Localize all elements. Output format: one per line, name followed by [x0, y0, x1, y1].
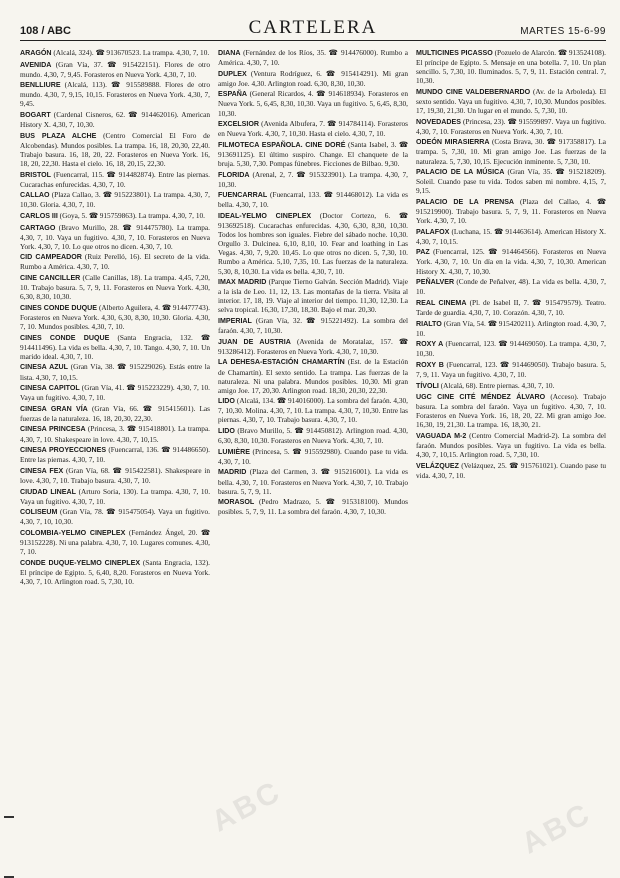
cinema-name: CARTAGO — [20, 223, 56, 232]
cinema-entry — [416, 117, 606, 136]
cinema-entry — [416, 247, 606, 275]
cinema-entry — [20, 273, 210, 301]
cinema-name: CINESA AZUL — [20, 363, 69, 372]
cinema-name: CID CAMPEADOR — [20, 253, 82, 262]
cinema-entry — [20, 558, 210, 586]
cinema-name: JUAN DE AUSTRIA — [218, 337, 291, 346]
cinema-name: CINES CONDE DUQUE — [20, 333, 110, 342]
cinema-details: (Costa Brava, 30. ☎ 917358817). La trampa. 5, 7,30, 10. Mi gran amigo Joe. Las fuerzas de la naturaleza. 5, 7,30, 10,15. Ejecución inminente. 5, 7,30, 10. — [416, 137, 606, 166]
cinema-name: IMPERIAL — [218, 317, 252, 326]
cinema-name: LUMIÈRE — [218, 447, 250, 456]
cinema-details: (Santa Engracia, 132). El príncipe de Egipto. 5, 6,40, 8,20. Forasteros en Nueva York. 4,30, 7, 10. Arlington road. 5, 7,30, 10. — [20, 557, 210, 586]
cinema-details: (Alcalá, 68). Entre piernas. 4,30, 7, 10. — [440, 380, 555, 390]
cinema-details: (Gran Vía, 78. ☎ 915475054). Vaya un fugitivo. 4,30, 7, 10, 10,30. — [20, 507, 210, 527]
cinema-name: DIANA — [218, 49, 241, 57]
cinema-name: COLISEUM — [20, 508, 58, 517]
cinema-entry — [416, 167, 606, 195]
cinema-details: (Conde de Peñalver, 48). La vida es bella. 4,30, 7, 10. — [416, 277, 606, 297]
cinema-details: (Goya, 5. ☎ 915759863). La trampa. 4,30, 7, 10. — [59, 211, 205, 220]
cinema-name: VAGUADA M-2 — [416, 432, 467, 441]
cinema-entry — [416, 197, 606, 225]
cinema-details: (Pozuelo de Alarcón. ☎ 913524108). El príncipe de Egipto. 5. Mensaje en una botella. 7, 10. Un plan sencillo. 5, 7,30, 10. Iluminados. 5, 7, 9, 11. Estación central. 7, 10,30. — [416, 48, 606, 86]
cinema-entry — [416, 381, 606, 391]
cinema-name: FILMOTECA ESPAÑOLA. CINE DORÉ — [218, 140, 346, 149]
cinema-entry — [218, 69, 408, 88]
cinema-entry — [218, 447, 408, 466]
cinema-name: NOVEDADES — [416, 117, 461, 126]
cinema-name: CINESA GRAN VÍA — [20, 404, 88, 413]
cinema-details: (Gran Vía, 66. ☎ 915415601). Las fuerzas de la naturaleza. 16, 18, 20,30, 22,30. — [20, 403, 210, 423]
cinema-name: UGC CINE CITÉ MÉNDEZ ÁLVARO — [416, 393, 546, 402]
cinema-details: (Ventura Rodríguez, 6. ☎ 915414291). Mi gran amigo Joe. 4,30. Arlington road. 6,30, 8,30, 10,30. — [218, 68, 408, 88]
cinema-details: (Pl. de Isabel II, 7. ☎ 915479579). Teatro. Tarde de guardia. 4,30, 7, 10. Corazón. 4,30, 7, 10. — [416, 297, 606, 317]
cinema-entry — [218, 140, 408, 168]
cinema-details: (Parque Tierno Galván. Sección Madrid). Viaje a la isla de Leo. 11, 12, 13. Las montañas de la tierra. Visita al interior. 17, 18, 19. Viaje al interior del tiempo. 11,30, 12,30. La selva tropical. 16,30, 17,30, 18,30. Bajo el mar. 20,30. — [218, 277, 408, 315]
cinema-entry — [20, 131, 210, 168]
cinema-name: LIDO — [218, 427, 235, 436]
cinema-entry — [416, 392, 606, 429]
cinema-name: COLOMBIA-YELMO CINEPLEX — [20, 528, 126, 537]
cinema-details: (Acceso). Trabajo basura. La sombra del faraón. Vaya un fugitivo. 4,30, 7, 10. Forasteros en Nueva York. 16, 18, 20, 22. Mi gran amigo Joe. 16,30, 19, 21,30. La trampa. 16, 18,30, 21. — [416, 392, 606, 430]
cinema-name: ESPAÑA — [218, 90, 248, 99]
cinema-entry — [20, 528, 210, 556]
cinema-entry — [218, 316, 408, 335]
cinema-details: (Arturo Soria, 130). La trampa. 4,30, 7, 10. Vaya un fugitivo. 4,30, 7, 10. — [20, 486, 210, 506]
cinema-entry — [20, 211, 210, 221]
cinema-name: BENLLIURE — [20, 81, 61, 90]
cinema-name: PALACIO DE LA MÚSICA — [416, 168, 505, 177]
cinema-entry — [218, 190, 408, 209]
cinema-details: (General Ricardos, 4. ☎ 914618934). Forasteros en Nueva York. 5, 6,45, 8,30, 10,30. Vaya un fugitivo. 5, 6,45, 8,30, 10,30. — [218, 89, 408, 118]
cinema-details: (Calle Canillas, 18). La trampa. 4,45, 7,20, 10. Trabajo basura. 5, 7, 9, 11. Forasteros en Nueva York. 4,30, 6,30, 8,30, 10,30. — [20, 273, 210, 302]
cinema-name: PAZ — [416, 248, 430, 257]
cinema-entry — [416, 339, 606, 358]
cinema-entry — [218, 48, 408, 67]
cinema-details: (Plaza del Callao, 4. ☎ 915219900). Trabajo basura. 5, 7, 9, 11. Forasteros en Nueva York. 4,30, 7, 10. — [416, 196, 606, 226]
cinema-details: (Centro Comercial El Foro de Alcobendas). Mundos posibles. La trampa. 16, 18, 20,30, 22,40. Trabajo basura. 16, 18, 20, 22. Forasteros en Nueva York. 16, 18, 20, 22,30. Hasta el cielo. 16, 18, 20,15, 22,30. — [20, 130, 210, 169]
cinema-name: CONDE DUQUE-YELMO CINEPLEX — [20, 558, 141, 567]
cinema-details: (Fuencarral, 115. ☎ 914482874). Entre las piernas. Cucarachas enfurecidas. 4,30, 7, 10. — [20, 169, 210, 189]
cinema-name: CARLOS III — [20, 212, 58, 220]
cinema-details: (Alberto Aguilera, 4. ☎ 914477743). Forasteros en Nueva York. 4,30, 6,30, 8,30, 10,30. Gloria. 4,30, 7, 10. Mundos posibles. 4,30, 7, 10. — [20, 302, 210, 332]
cinema-entry — [416, 48, 606, 85]
cinema-entry — [218, 277, 408, 314]
listing-column-2 — [218, 48, 408, 870]
cinema-name: MORASOL — [218, 498, 255, 507]
cinema-entry — [218, 170, 408, 189]
cinema-entry — [20, 303, 210, 331]
cinema-name: LIDO — [218, 397, 235, 406]
cinema-entry — [416, 431, 606, 459]
cinema-name: VELÁZQUEZ — [416, 461, 459, 470]
cinema-details: (Gran Vía, 54. ☎ 915420211). Arlington road. 4,30, 7, 10. — [416, 318, 606, 338]
cinema-entry — [218, 89, 408, 117]
cinema-details: (Plaza Callao, 3. ☎ 915223801). La trampa. 4,30, 7, 10,30. Gloria. 4,30, 7, 10. — [20, 190, 210, 210]
cinema-details: (Plaza del Carmen, 3. ☎ 915216001). La vida es bella. 4,30, 7, 10. Forasteros en Nueva York. 4,30, 7, 10. Trabajo basura. 5, 7, 9, 11. — [218, 467, 408, 496]
cinema-entry — [218, 396, 408, 424]
cinema-entry — [416, 319, 606, 338]
listings-columns — [20, 48, 606, 870]
cinema-details: (Fuencarral, 136. ☎ 914486650). Entre las piernas. 4,30, 7, 10. — [20, 445, 210, 465]
cinema-details: (Fernández de los Ríos, 35. ☎ 914476000). Rumbo a América. 4,30, 7, 10. — [218, 48, 408, 68]
cinema-details: (Bravo Murillo, 28. ☎ 914475780). La trampa. 4,30, 7, 10. Vaya un fugitivo. 4,30, 7, 10. Forasteros en Nueva York. 4,30, 7, 10. Lo que otros no dicen. 4,30, 7, 10. — [20, 222, 210, 251]
cinema-name: LA DEHESA-ESTACIÓN CHAMARTÍN — [218, 358, 345, 367]
cinema-details: (Gran Vía, 68. ☎ 915422581). Shakespeare in love. 4,30, 7, 10. Trabajo basura. 4,30, 7, 10. — [20, 465, 210, 485]
cinema-entry — [20, 190, 210, 209]
cinema-name: CINE CANCILLER — [20, 274, 81, 283]
cinema-name: REAL CINEMA — [416, 298, 467, 307]
cinema-entry — [20, 60, 210, 79]
watermark-logo: ABC — [516, 796, 598, 861]
cinema-name: CINESA PRINCESA — [20, 425, 86, 434]
cinema-entry — [416, 298, 606, 317]
cinema-entry — [20, 333, 210, 361]
cinema-name: CINES CONDE DUQUE — [20, 303, 98, 312]
section-title: CARTELERA — [248, 17, 378, 38]
cinema-details: (Alcalá, 134. ☎ 914016000). La sombra del faraón. 4,30, 7, 10,30. Molina. 4,30, 7, 10. La trampa. 4,30, 7, 10,30. Entre las piernas. 4,30, 7, 10. Trabajo basura. 4,30, 7, 10. — [218, 396, 408, 425]
cinema-name: EXCELSIOR — [218, 120, 259, 129]
cinema-details: (Pedro Madrazo, 5. ☎ 915318100). Mundos posibles. 5, 7, 9, 11. La sombra del faraón. 4,30, 7, 10,30. — [218, 497, 408, 517]
cinema-name: MADRID — [218, 468, 247, 477]
cinema-details: (Fuencarral, 123. ☎ 914469050). Trabajo basura. 5, 7, 9, 11. Vaya un fugitivo. 4,30, 7, 10. — [416, 359, 606, 379]
cinema-entry — [20, 383, 210, 402]
cinema-details: (Centro Comercial Madrid-2). La sombra del faraón. Mundos posibles. Vaya un fugitivo. La vida es bella. 4,30, 7, 10,15. Arlington road. 5, 7,30, 10. — [416, 431, 606, 460]
cinema-name: CALLAO — [20, 191, 50, 200]
cinema-name: ODEÓN MIRASIERRA — [416, 138, 490, 147]
cinema-entry — [218, 211, 408, 276]
cinema-name: FUENCARRAL — [218, 191, 268, 200]
cinema-details: (Alcalá, 324). ☎ 913670523. La trampa. 4,30, 7, 10. — [53, 48, 210, 57]
cinema-entry — [218, 497, 408, 516]
cinema-name: PALAFOX — [416, 227, 450, 236]
cinema-entry — [416, 227, 606, 246]
issue-date: MARTES 15-6-99 — [520, 26, 606, 37]
cinema-details: (Fuencarral, 125. ☎ 914464566). Forasteros en Nueva York. 4,30, 7, 10. Un día en la vida. 4,30, 7, 10,30. American History X. 4,30, 7, 10,30. — [416, 247, 606, 276]
cinema-entry — [20, 466, 210, 485]
cinema-details: (Princesa, 3. ☎ 915418801). La trampa. 4,30, 7, 10. Shakespeare in love. 4,30, 7, 10,15. — [20, 424, 210, 444]
cinema-entry — [20, 80, 210, 108]
cinema-name: BRISTOL — [20, 170, 52, 179]
watermark-logo: ABC — [206, 774, 288, 839]
cinema-entry — [218, 467, 408, 495]
cinema-details: (Avenida de Moratalaz, 157. ☎ 913286412). Forasteros en Nueva York. 4,30, 7, 10,30. — [218, 336, 408, 356]
cinema-details: (Velázquez, 25. ☎ 915761021). Cuando pase tu vida. 4,30, 7, 10. — [416, 460, 606, 480]
cinema-name: IDEAL-YELMO CINEPLEX — [218, 212, 312, 220]
cinema-name: MUNDO CINE VALDEBERNARDO — [416, 87, 531, 96]
cinema-entry — [20, 404, 210, 423]
cinema-entry — [416, 461, 606, 480]
cinema-entry — [20, 223, 210, 251]
listing-column-3 — [416, 48, 606, 870]
listing-column-1 — [20, 48, 210, 870]
cinema-details: (Gran Vía, 37. ☎ 915422151). Flores de otro mundo. 4,30, 7, 9,45. Forasteros en Nueva York. 4,30, 7, 10. — [20, 59, 210, 79]
cinema-name: BUS PLAZA ALCHE — [20, 131, 97, 140]
cinema-entry — [218, 426, 408, 445]
cinema-details: (Fernández Ángel, 20. ☎ 913152228). Ni una palabra. 4,30, 7, 10. Lugares comunes. 4,30, 7, 10. — [20, 527, 210, 557]
cinema-entry — [416, 360, 606, 379]
cinema-name: TÍVOLI — [416, 381, 439, 390]
cinema-entry — [20, 110, 210, 129]
cinema-entry — [20, 445, 210, 464]
cinema-details: (Santa Engracia, 132. ☎ 914411496). La vida es bella. 4,30, 7, 10. Tango. 4,30, 7, 10. Un marido ideal. 4,30, 7, 10. — [20, 332, 210, 361]
cinema-name: RIALTO — [416, 319, 442, 328]
cinema-details: (Fuencarral, 123. ☎ 914469050). La trampa. 4,30, 7, 10,30. — [416, 339, 606, 359]
cinema-details: (Alcalá, 113). ☎ 915589888. Flores de otro mundo. 4,30, 7, 9,15, 10,15. Forasteros en Nueva York. 4,30, 7, 9,45. — [20, 80, 210, 109]
cinema-entry — [416, 277, 606, 296]
cinema-entry — [218, 337, 408, 356]
cinema-details: (Bravo Murillo, 5. ☎ 914450812). Arlington road. 4,30, 6,30, 8,30, 10,30. Forasteros en Nueva York. 4,30, 7, 10. — [218, 426, 408, 446]
cinema-name: ROXY A — [416, 340, 444, 349]
cinema-details: (Fuencarral, 133. ☎ 914468012). La vida es bella. 4,30, 7, 10. — [218, 190, 408, 210]
cinema-entry — [20, 170, 210, 189]
cinema-name: CINESA PROYECCIONES — [20, 446, 107, 455]
cinema-entry — [20, 487, 210, 506]
cinema-details: (Gran Vía, 32. ☎ 915221492). La sombra del faraón. 4,30, 7, 10,30. — [218, 316, 408, 336]
cinema-entry — [20, 48, 210, 58]
cinema-name: PALACIO DE LA PRENSA — [416, 197, 515, 206]
cinema-details: (Avenida Albufera, 7. ☎ 914784114). Forasteros en Nueva York. 4,30, 7, 10,30. Hasta el cielo. 4,30, 7, 10. — [218, 119, 408, 139]
cinema-details: (Santa Isabel, 3. ☎ 913691125). El último suspiro. Change. El chanquete de la bruja. 5,30, 7,30. Pompas fúnebres. Ficciones de Bilbao. 9,30. — [218, 139, 408, 169]
cinema-details: (Arenal, 2, 7. ☎ 915323901). La trampa. 4,30, 7, 10,30. — [218, 169, 408, 189]
cinema-entry — [20, 252, 210, 271]
cinema-details: (Gran Vía, 35. ☎ 915218209). Soleil. Cuando pase tu vida. Todos saben mi nombre. 4,15, 7, 9,15. — [416, 167, 606, 196]
cinema-details: (Est. de la Estación de Chamartín). El sexto sentido. La trampa. Las fuerzas de la naturaleza. Ni una palabra. Mundos posibles. 10,30. Mi gran amigo Joe. 17, 20,30. Arlington road. 18,30, 20,30, 22,30. — [218, 357, 408, 395]
cinema-name: CIUDAD LINEAL — [20, 487, 76, 496]
cinema-details: (Doctor Cortezo, 6. ☎ 913692518). Cucarachas enfurecidas. 4,30, 6,30, 8,30, 10,30. Todos los hombres son iguales. Fiebre del sábado noche. 10,30. Orgullo 3. Dulcinea. 6,10, 8,10, 10. Fear and loathing in Las Vegas. 4,30, 7, 9,20. 10,45. Lo que otros no dicen. 5, 7,30, 10. Rumbo a América. 5,10, 7,35, 10. Las fuerzas de la naturaleza. 5,30, 8, 10,30. La vida es bella. 4,30, 7, 10. — [218, 211, 408, 276]
cinema-name: ARAGÓN — [20, 49, 52, 57]
cinema-entry — [416, 87, 606, 115]
cinema-name: DUPLEX — [218, 69, 247, 78]
cinema-name: BOGART — [20, 111, 51, 120]
cinema-details: (Av. de la Arboleda). El sexto sentido. Vaya un fugitivo. 4,30, 7, 10,30. Mundos posibles. 17, 19,30, 21,30. Un lugar en el mundo. 5, 7,30, 10. — [416, 86, 606, 116]
page-header — [20, 14, 606, 41]
cinema-name: CINESA FEX — [20, 466, 64, 475]
cinema-entry — [416, 137, 606, 165]
cinema-entry — [218, 119, 408, 138]
cinema-name: ROXY B — [416, 360, 444, 369]
cinema-entry — [20, 424, 210, 443]
cinema-details: (Cardenal Cisneros, 62. ☎ 914462016). American History X. 4,30, 7, 10,30. — [20, 110, 210, 130]
cinema-details: (Princesa, 5. ☎ 915592980). Cuando pase tu vida. 4,30, 7, 10. — [218, 446, 408, 466]
cinema-details: (Gran Vía, 38. ☎ 915229026). Estás entre la lista. 4,30, 7, 10,15. — [20, 362, 210, 382]
cinema-name: IMAX MADRID — [218, 278, 267, 287]
page-number: 108 / ABC — [20, 25, 71, 37]
cinema-entry — [218, 357, 408, 394]
cinema-name: AVENIDA — [20, 60, 52, 69]
cinema-name: CINESA CAPITOL — [20, 384, 80, 393]
cinema-details: (Princesa, 23). ☎ 915599897. Vaya un fugitivo. 4,30, 7, 10. Forasteros en Nueva York. 4,30, 7, 10. — [416, 116, 606, 136]
cinema-name: MULTICINES PICASSO — [416, 49, 493, 57]
cinema-entry — [20, 362, 210, 381]
cinema-details: (Ruiz Perelló, 16). El secreto de la vida. Rumbo a América. 4,30, 7, 10. — [20, 252, 210, 272]
cinema-name: FLORIDA — [218, 170, 250, 179]
cinema-details: (Luchana, 15. ☎ 914463614). American History X. 4,30, 7, 10,15. — [416, 226, 606, 246]
cinema-entry — [20, 507, 210, 526]
margin-mark — [4, 816, 14, 818]
cinema-name: PEÑALVER — [416, 278, 455, 287]
cinema-details: (Gran Vía, 41. ☎ 915223229). 4,30, 7, 10. Vaya un fugitivo. 4,30, 7, 10. — [20, 383, 210, 403]
